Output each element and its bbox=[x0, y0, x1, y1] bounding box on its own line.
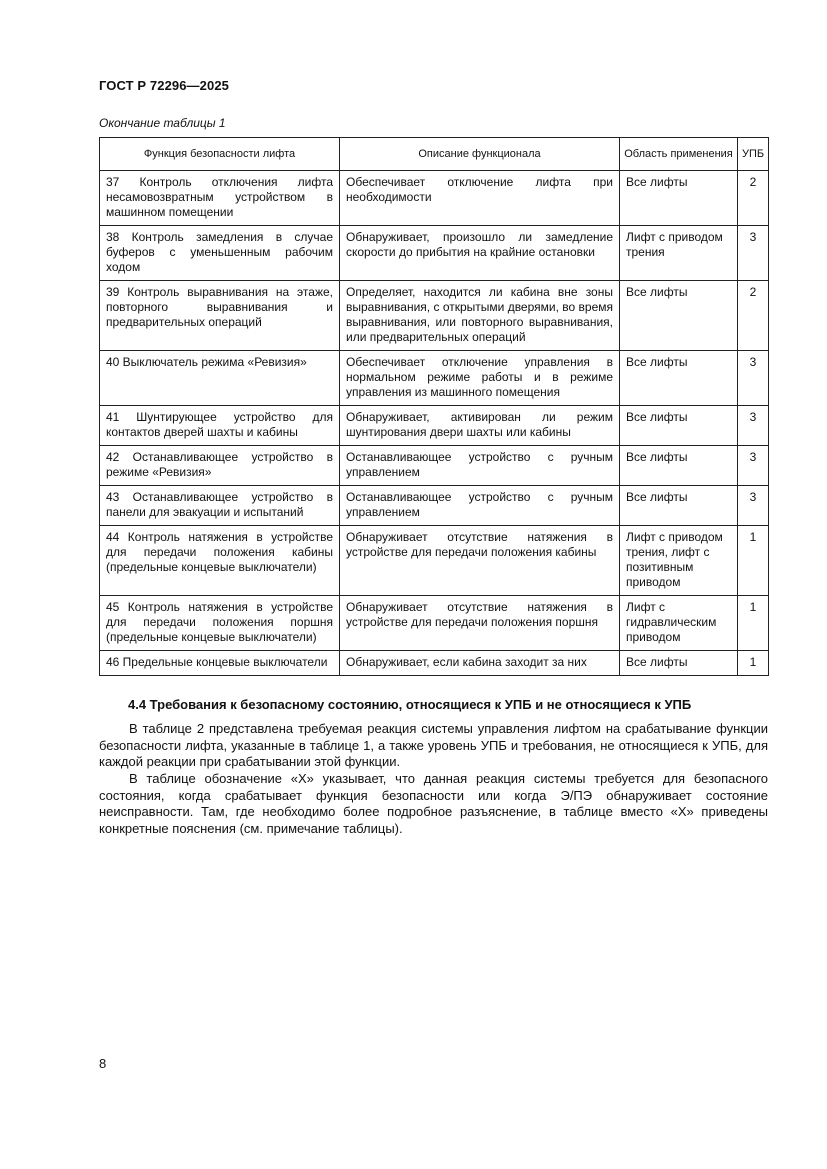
cell-description: Останавливающее устройство с ручным управлением bbox=[340, 486, 620, 526]
table-row bbox=[100, 651, 769, 676]
cell-function: 45 Контроль натяжения в устройстве для передачи положения поршня (предельные концевые выключатели) bbox=[100, 596, 340, 651]
cell-description: Обнаруживает отсутствие натяжения в устройстве для передачи положения поршня bbox=[340, 596, 620, 651]
cell-description: Определяет, находится ли кабина вне зоны выравнивания, с открытыми дверями, во время выравнивания, или повторного выравнивания, или предварительных операций bbox=[340, 281, 620, 351]
column-header-scope: Область применения bbox=[620, 138, 738, 171]
cell-upb: 3 bbox=[738, 351, 769, 406]
cell-description: Обнаруживает, активирован ли режим шунтирования двери шахты или кабины bbox=[340, 406, 620, 446]
cell-upb: 1 bbox=[738, 526, 769, 596]
table-caption: Окончание таблицы 1 bbox=[99, 116, 226, 130]
cell-upb: 3 bbox=[738, 406, 769, 446]
table-row bbox=[100, 406, 769, 446]
body-paragraph: В таблице обозначение «Х» указывает, что данная реакция системы требуется для безопасного состояния, когда срабатывает функция безопасности или когда Э/ПЭ обнаруживает состояние неисправности. Там, где необходимо более подробное разъяснение, в таблице вместо «Х» приведены конкретные пояснения (см. примечание таблицы). bbox=[99, 771, 768, 836]
safety-functions-table bbox=[99, 137, 769, 676]
cell-upb: 3 bbox=[738, 486, 769, 526]
cell-scope: Все лифты bbox=[620, 281, 738, 351]
cell-function: 42 Останавливающее устройство в режиме «Ревизия» bbox=[100, 446, 340, 486]
section-heading: 4.4 Требования к безопасному состоянию, относящиеся к УПБ и не относящиеся к УПБ bbox=[128, 697, 692, 712]
page-number: 8 bbox=[99, 1056, 107, 1071]
cell-scope: Все лифты bbox=[620, 446, 738, 486]
cell-function: 46 Предельные концевые выключатели bbox=[100, 651, 340, 676]
cell-function: 44 Контроль натяжения в устройстве для передачи положения кабины (предельные концевые выключатели) bbox=[100, 526, 340, 596]
table-row bbox=[100, 596, 769, 651]
column-header-function: Функция безопасности лифта bbox=[100, 138, 340, 171]
cell-description: Обнаруживает отсутствие натяжения в устройстве для передачи положения кабины bbox=[340, 526, 620, 596]
cell-scope: Все лифты bbox=[620, 651, 738, 676]
cell-upb: 3 bbox=[738, 226, 769, 281]
cell-upb: 2 bbox=[738, 281, 769, 351]
cell-scope: Все лифты bbox=[620, 486, 738, 526]
cell-description: Обнаруживает, произошло ли замедление скорости до прибытия на крайние остановки bbox=[340, 226, 620, 281]
table-row bbox=[100, 281, 769, 351]
document-code: ГОСТ Р 72296—2025 bbox=[99, 78, 229, 93]
cell-upb: 3 bbox=[738, 446, 769, 486]
table-row bbox=[100, 351, 769, 406]
cell-description: Останавливающее устройство с ручным управлением bbox=[340, 446, 620, 486]
cell-function: 43 Останавливающее устройство в панели для эвакуации и испытаний bbox=[100, 486, 340, 526]
cell-upb: 1 bbox=[738, 596, 769, 651]
column-header-upb: УПБ bbox=[738, 138, 769, 171]
cell-description: Обнаруживает, если кабина заходит за них bbox=[340, 651, 620, 676]
cell-function: 37 Контроль отключения лифта несамовозвратным устройством в машинном помещении bbox=[100, 171, 340, 226]
cell-scope: Лифт с приводом трения, лифт с позитивным приводом bbox=[620, 526, 738, 596]
table-row bbox=[100, 526, 769, 596]
cell-function: 38 Контроль замедления в случае буферов с уменьшенным рабочим ходом bbox=[100, 226, 340, 281]
cell-function: 41 Шунтирующее устройство для контактов дверей шахты и кабины bbox=[100, 406, 340, 446]
cell-scope: Все лифты bbox=[620, 351, 738, 406]
table-row bbox=[100, 446, 769, 486]
cell-function: 39 Контроль выравнивания на этаже, повторного выравнивания и предварительных операций bbox=[100, 281, 340, 351]
table-header-row bbox=[100, 138, 769, 171]
body-paragraph: В таблице 2 представлена требуемая реакция системы управления лифтом на срабатывание функции безопасности лифта, указанные в таблице 1, а также уровень УПБ и требования, не относящиеся к УПБ, для каждой реакции при срабатывании этой функции. bbox=[99, 721, 768, 769]
cell-description: Обеспечивает отключение управления в нормальном режиме работы и в режиме управления из машинного помещения bbox=[340, 351, 620, 406]
cell-scope: Все лифты bbox=[620, 406, 738, 446]
table-row bbox=[100, 171, 769, 226]
cell-scope: Все лифты bbox=[620, 171, 738, 226]
cell-scope: Лифт с гидравлическим приводом bbox=[620, 596, 738, 651]
cell-upb: 1 bbox=[738, 651, 769, 676]
cell-description: Обеспечивает отключение лифта при необходимости bbox=[340, 171, 620, 226]
cell-function: 40 Выключатель режима «Ревизия» bbox=[100, 351, 340, 406]
column-header-description: Описание функционала bbox=[340, 138, 620, 171]
table-row bbox=[100, 486, 769, 526]
cell-upb: 2 bbox=[738, 171, 769, 226]
cell-scope: Лифт с приводом трения bbox=[620, 226, 738, 281]
table-row bbox=[100, 226, 769, 281]
